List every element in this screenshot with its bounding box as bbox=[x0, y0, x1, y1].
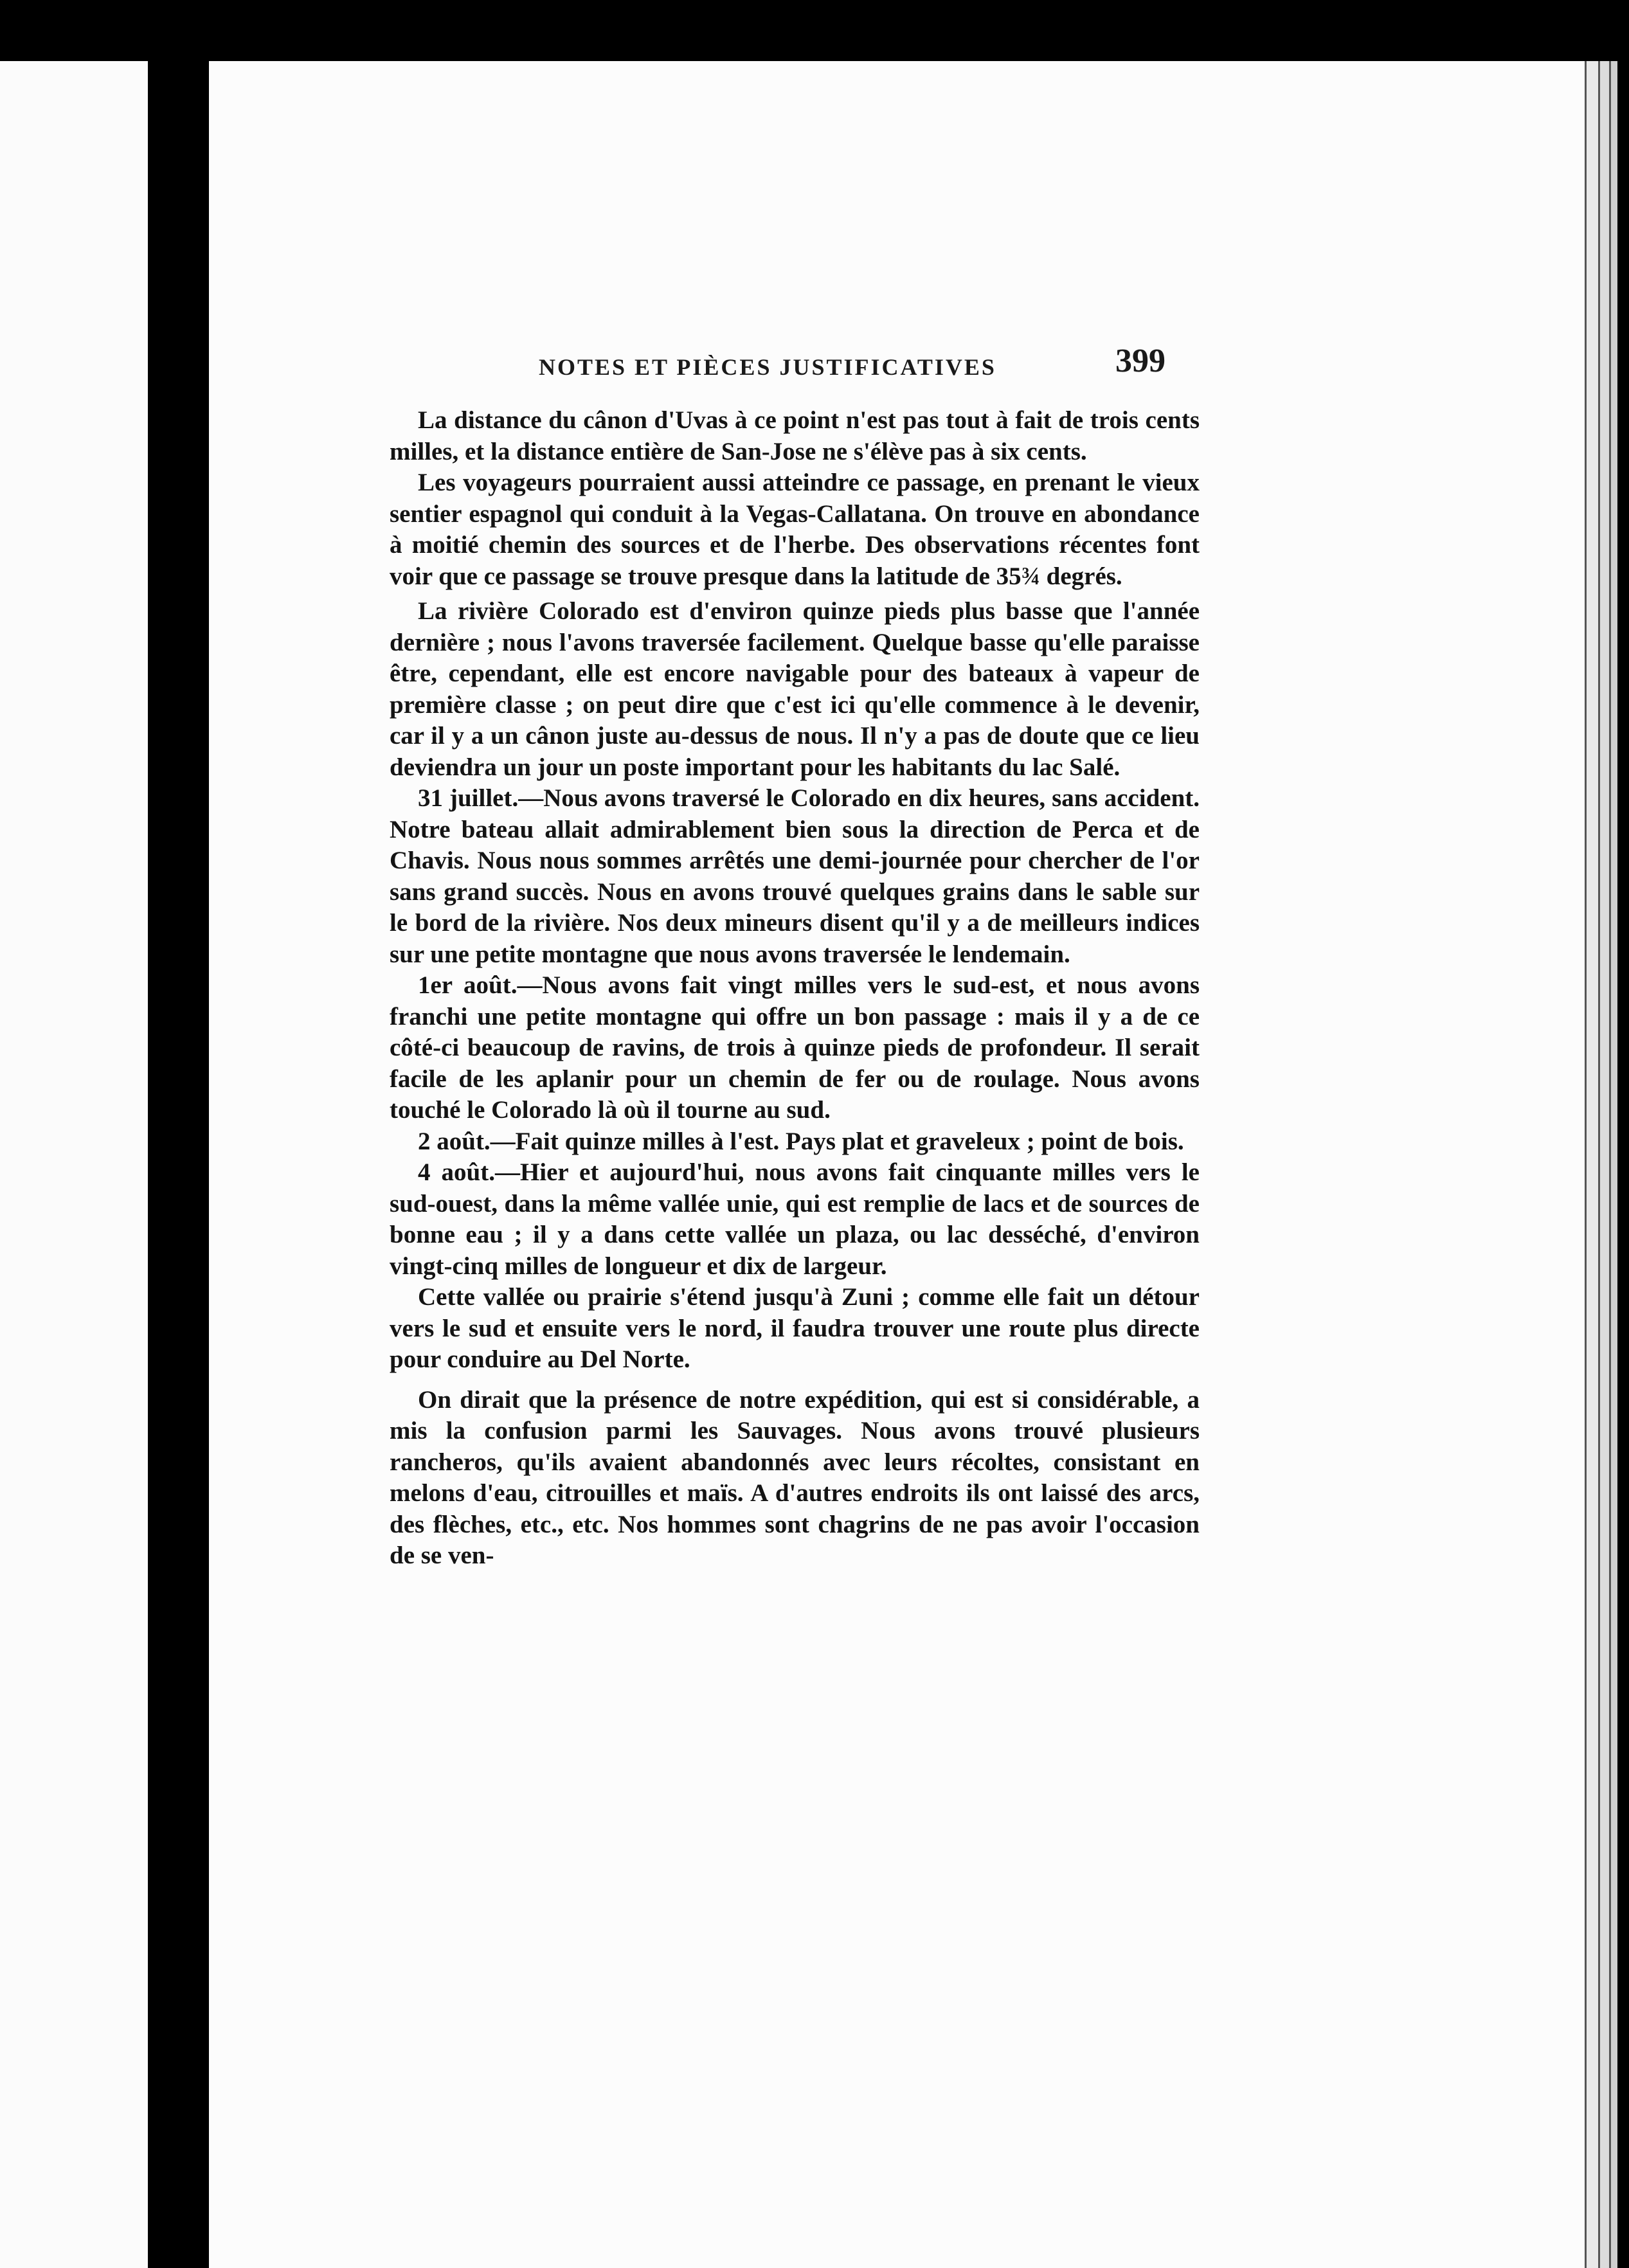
paragraph: 2 août.—Fait quinze milles à l'est. Pays plat et graveleux ; point de bois. bbox=[418, 1127, 1184, 1155]
body-text bbox=[390, 405, 1200, 1572]
paragraph: 4 août.—Hier et aujourd'hui, nous avons fait cinquante milles vers le sud-ouest, dans la même vallée unie, qui est remplie de lacs et de sources de bonne eau ; il y a dans cette vallée un plaza, ou lac desséché, d'environ vingt-cinq milles de longueur et dix de largeur. bbox=[390, 1158, 1200, 1280]
paragraph: 31 juillet.—Nous avons traversé le Colorado en dix heures, sans accident. Notre bateau allait admirablement bien sous la direction de Perca et de Chavis. Nous nous sommes arrêtés une demi-journée pour chercher de l'or sans grand succès. Nous en avons trouvé quelques grains dans le sable sur le bord de la rivière. Nos deux mineurs disent qu'il y a de meilleurs indices sur une petite montagne que nous avons traversée le lendemain. bbox=[390, 784, 1200, 968]
paragraph: 1er août.—Nous avons fait vingt milles vers le sud-est, et nous avons franchi une petite montagne qui offre un bon passage : mais il y a de ce côté-ci beaucoup de ravins, de trois à quinze pieds de profondeur. Il serait facile de les aplanir pour un chemin de fer ou de roulage. Nous avons touché le Colorado là où il tourne au sud. bbox=[390, 971, 1200, 1124]
paragraph: Les voyageurs pourraient aussi atteindre ce passage, en prenant le vieux sentier espagnol qui conduit à la Vegas-Callatana. On trouve en abondance à moitié chemin des sources et de l'herbe. Des observations récentes font voir que ce passage se trouve presque dans la latitude de 35¾ degrés. bbox=[390, 469, 1200, 590]
page-stack-edge bbox=[1585, 61, 1598, 2268]
paragraph: La distance du cânon d'Uvas à ce point n'est pas tout à fait de trois cents milles, et la distance entière de San-Jose ne s'élève pas à six cents. bbox=[390, 406, 1200, 465]
paragraph: Cette vallée ou prairie s'étend jusqu'à Zuni ; comme elle fait un détour vers le sud et ensuite vers le nord, il faudra trouver une route plus directe pour conduire au Del Norte. bbox=[390, 1283, 1200, 1373]
page-number: 399 bbox=[1115, 343, 1166, 379]
paragraph: La rivière Colorado est d'environ quinze pieds plus basse que l'année dernière ; nous l'avons traversée facilement. Quelque basse qu'elle paraisse être, cependant, elle est encore navigable pour des bateaux à vapeur de première classe ; on peut dire que c'est ici qu'elle commence à le devenir, car il y a un cânon juste au-dessus de nous. Il n'y a pas de doute que ce lieu deviendra un jour un poste important pour les habitants du lac Salé. bbox=[390, 597, 1200, 781]
facing-page-edge bbox=[0, 61, 148, 2268]
page-stack-edge bbox=[1598, 61, 1609, 2268]
running-head: NOTES ET PIÈCES JUSTIFICATIVES bbox=[539, 354, 996, 380]
paragraph: On dirait que la présence de notre expédition, qui est si considérable, a mis la confusion parmi les Sauvages. Nous avons trouvé plusieurs rancheros, qu'ils avaient abandonnés avec leurs récoltes, consistant en melons d'eau, citrouilles et maïs. A d'autres endroits ils ont laissé des arcs, des flèches, etc., etc. Nos hommes sont chagrins de ne pas avoir l'occasion de se ven- bbox=[390, 1385, 1200, 1569]
page-stack-edge bbox=[1609, 61, 1617, 2268]
